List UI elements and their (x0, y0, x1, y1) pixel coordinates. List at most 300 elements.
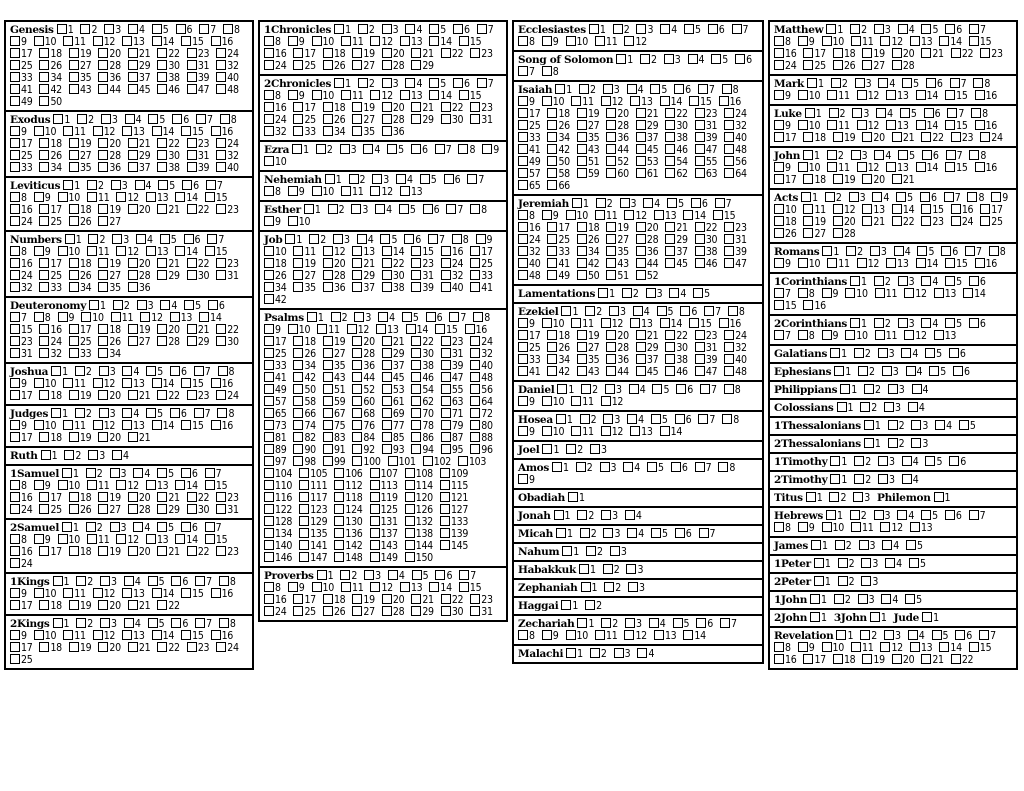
leviticus-chapter-14[interactable] (175, 192, 197, 204)
exodus-chapter-6[interactable] (172, 114, 189, 126)
1samuel-chapter-28[interactable] (128, 504, 150, 516)
romans-chapter-16[interactable] (975, 258, 997, 270)
checkbox[interactable] (695, 222, 705, 232)
jeremiah-chapter-24[interactable] (518, 234, 540, 246)
checkbox[interactable] (946, 150, 956, 160)
matthew-chapter-26[interactable] (833, 60, 855, 72)
2chronicles-chapter-31[interactable] (470, 114, 492, 126)
checkbox[interactable] (888, 438, 898, 448)
jeremiah-chapter-37[interactable] (665, 246, 687, 258)
checkbox[interactable] (688, 54, 698, 64)
psalms-chapter-43[interactable] (323, 372, 345, 384)
matthew-chapter-16[interactable] (774, 48, 796, 60)
checkbox[interactable] (39, 390, 49, 400)
checkbox[interactable] (898, 276, 908, 286)
numbers-chapter-28[interactable] (128, 270, 150, 282)
job-chapter-33[interactable] (470, 270, 492, 282)
jeremiah-chapter-31[interactable] (724, 234, 746, 246)
luke-chapter-17[interactable] (774, 132, 796, 144)
2kings-chapter-19[interactable] (69, 642, 91, 654)
checkbox[interactable] (470, 336, 480, 346)
checkbox[interactable] (606, 156, 616, 166)
romans-chapter-7[interactable] (965, 246, 982, 258)
checkbox[interactable] (885, 558, 895, 568)
deuteronomy-chapter-34[interactable] (98, 348, 120, 360)
judges-chapter-2[interactable] (75, 408, 92, 420)
checkbox[interactable] (518, 630, 528, 640)
proverbs-chapter-24[interactable] (264, 606, 286, 618)
checkbox[interactable] (470, 444, 480, 454)
checkbox[interactable] (665, 144, 675, 154)
numbers-chapter-31[interactable] (216, 270, 238, 282)
1chronicles-chapter-22[interactable] (441, 48, 463, 60)
checkbox[interactable] (87, 534, 97, 544)
checkbox[interactable] (334, 24, 344, 34)
psalms-chapter-46[interactable] (411, 372, 433, 384)
isaiah-chapter-7[interactable] (698, 84, 715, 96)
checkbox[interactable] (405, 468, 415, 478)
checkbox[interactable] (595, 210, 605, 220)
judges-chapter-7[interactable] (194, 408, 211, 420)
ephesians-chapter-1[interactable] (834, 366, 851, 378)
checkbox[interactable] (921, 276, 931, 286)
checkbox[interactable] (382, 246, 392, 256)
checkbox[interactable] (352, 114, 362, 124)
checkbox[interactable] (63, 36, 73, 46)
2corinthians-chapter-4[interactable] (921, 318, 938, 330)
checkbox[interactable] (518, 222, 528, 232)
checkbox[interactable] (724, 330, 734, 340)
checkbox[interactable] (724, 120, 734, 130)
checkbox[interactable] (606, 120, 616, 130)
luke-chapter-3[interactable] (852, 108, 869, 120)
checkbox[interactable] (382, 594, 392, 604)
checkbox[interactable] (10, 588, 20, 598)
checkbox[interactable] (51, 408, 61, 418)
checkbox[interactable] (924, 108, 934, 118)
luke-chapter-14[interactable] (916, 120, 938, 132)
psalms-chapter-150[interactable] (405, 552, 433, 564)
1timothy-chapter-1[interactable] (830, 456, 847, 468)
1kings-chapter-21[interactable] (128, 600, 150, 612)
psalms-chapter-127[interactable] (440, 504, 468, 516)
2samuel-chapter-3[interactable] (110, 522, 127, 534)
checkbox[interactable] (34, 630, 44, 640)
zephaniah-chapter-1[interactable] (581, 582, 598, 594)
2samuel-chapter-24[interactable] (10, 558, 32, 570)
isaiah-chapter-66[interactable] (547, 180, 569, 192)
checkbox[interactable] (695, 258, 705, 268)
checkbox[interactable] (323, 336, 333, 346)
checkbox[interactable] (859, 540, 869, 550)
2samuel-chapter-10[interactable] (58, 534, 80, 546)
luke-chapter-18[interactable] (803, 132, 825, 144)
checkbox[interactable] (264, 48, 274, 58)
1kings-chapter-12[interactable] (93, 588, 115, 600)
john-chapter-3[interactable] (851, 150, 868, 162)
checkbox[interactable] (264, 456, 274, 466)
checkbox[interactable] (845, 330, 855, 340)
checkbox[interactable] (601, 318, 611, 328)
ezekiel-chapter-38[interactable] (665, 354, 687, 366)
checkbox[interactable] (111, 180, 121, 190)
checkbox[interactable] (542, 318, 552, 328)
ephesians-chapter-3[interactable] (882, 366, 899, 378)
checkbox[interactable] (323, 420, 333, 430)
zechariah-chapter-2[interactable] (601, 618, 618, 630)
checkbox[interactable] (806, 492, 816, 502)
jeremiah-chapter-30[interactable] (695, 234, 717, 246)
deuteronomy-chapter-22[interactable] (216, 324, 238, 336)
deuteronomy-chapter-21[interactable] (187, 324, 209, 336)
2kings-chapter-6[interactable] (171, 618, 188, 630)
checkbox[interactable] (122, 588, 132, 598)
checkbox[interactable] (851, 150, 861, 160)
checkbox[interactable] (264, 156, 274, 166)
checkbox[interactable] (822, 330, 832, 340)
checkbox[interactable] (470, 420, 480, 430)
checkbox[interactable] (87, 192, 97, 202)
hosea-chapter-1[interactable] (556, 414, 573, 426)
checkbox[interactable] (470, 372, 480, 382)
psalms-chapter-26[interactable] (293, 348, 315, 360)
1corinthians-chapter-3[interactable] (898, 276, 915, 288)
acts-chapter-25[interactable] (980, 216, 1002, 228)
checkbox[interactable] (857, 258, 867, 268)
checkbox[interactable] (884, 630, 894, 640)
song-of-solomon-chapter-5[interactable] (711, 54, 728, 66)
checkbox[interactable] (689, 96, 699, 106)
2chronicles-chapter-32[interactable] (264, 126, 286, 138)
psalms-chapter-28[interactable] (352, 348, 374, 360)
checkbox[interactable] (323, 372, 333, 382)
checkbox[interactable] (833, 132, 843, 142)
1chronicles-chapter-6[interactable] (453, 24, 470, 36)
checkbox[interactable] (651, 414, 661, 424)
2chronicles-chapter-21[interactable] (411, 102, 433, 114)
ezekiel-chapter-32[interactable] (724, 342, 746, 354)
james-chapter-3[interactable] (859, 540, 876, 552)
checkbox[interactable] (606, 132, 616, 142)
checkbox[interactable] (691, 198, 701, 208)
deuteronomy-chapter-19[interactable] (128, 324, 150, 336)
isaiah-chapter-36[interactable] (606, 132, 628, 144)
job-chapter-12[interactable] (323, 246, 345, 258)
checkbox[interactable] (285, 234, 295, 244)
checkbox[interactable] (216, 258, 226, 268)
checkbox[interactable] (892, 174, 902, 184)
checkbox[interactable] (400, 582, 410, 592)
proverbs-chapter-17[interactable] (293, 594, 315, 606)
checkbox[interactable] (441, 282, 451, 292)
checkbox[interactable] (181, 468, 191, 478)
jonah-chapter-2[interactable] (577, 510, 594, 522)
hebrews-chapter-9[interactable] (798, 522, 815, 534)
zechariah-chapter-12[interactable] (624, 630, 646, 642)
psalms-chapter-111[interactable] (299, 480, 327, 492)
2chronicles-chapter-17[interactable] (293, 102, 315, 114)
proverbs-chapter-2[interactable] (340, 570, 357, 582)
deuteronomy-chapter-29[interactable] (187, 336, 209, 348)
checkbox[interactable] (518, 270, 528, 280)
proverbs-chapter-8[interactable] (264, 582, 281, 594)
isaiah-chapter-10[interactable] (542, 96, 564, 108)
checkbox[interactable] (10, 162, 20, 172)
obadiah-chapter-1[interactable] (568, 492, 585, 504)
checkbox[interactable] (216, 492, 226, 502)
job-chapter-27[interactable] (293, 270, 315, 282)
2chronicles-chapter-26[interactable] (323, 114, 345, 126)
checkbox[interactable] (585, 306, 595, 316)
checkbox[interactable] (216, 642, 226, 652)
daniel-chapter-5[interactable] (652, 384, 669, 396)
checkbox[interactable] (554, 510, 564, 520)
checkbox[interactable] (965, 246, 975, 256)
checkbox[interactable] (264, 126, 274, 136)
checkbox[interactable] (331, 312, 341, 322)
checkbox[interactable] (382, 372, 392, 382)
2kings-chapter-23[interactable] (187, 642, 209, 654)
checkbox[interactable] (852, 108, 862, 118)
1samuel-chapter-20[interactable] (128, 492, 150, 504)
2chronicles-chapter-36[interactable] (382, 126, 404, 138)
checkbox[interactable] (264, 336, 274, 346)
psalms-chapter-134[interactable] (264, 528, 292, 540)
checkbox[interactable] (854, 474, 864, 484)
checkbox[interactable] (158, 180, 168, 190)
checkbox[interactable] (375, 204, 385, 214)
matthew-chapter-23[interactable] (980, 48, 1002, 60)
titus-chapter-2[interactable] (829, 492, 846, 504)
hosea-chapter-3[interactable] (603, 414, 620, 426)
2samuel-chapter-14[interactable] (175, 534, 197, 546)
checkbox[interactable] (798, 522, 808, 532)
checkbox[interactable] (980, 216, 990, 226)
checkbox[interactable] (601, 96, 611, 106)
checkbox[interactable] (660, 426, 670, 436)
1samuel-chapter-17[interactable] (39, 492, 61, 504)
ezra-chapter-2[interactable] (316, 144, 333, 156)
john-chapter-14[interactable] (916, 162, 938, 174)
2samuel-chapter-21[interactable] (157, 546, 179, 558)
numbers-chapter-11[interactable] (87, 246, 109, 258)
leviticus-chapter-22[interactable] (187, 204, 209, 216)
checkbox[interactable] (264, 372, 274, 382)
checkbox[interactable] (293, 432, 303, 442)
numbers-chapter-7[interactable] (207, 234, 224, 246)
checkbox[interactable] (148, 618, 158, 628)
checkbox[interactable] (435, 144, 445, 154)
checkbox[interactable] (542, 630, 552, 640)
checkbox[interactable] (370, 516, 380, 526)
job-chapter-18[interactable] (264, 258, 286, 270)
checkbox[interactable] (352, 408, 362, 418)
checkbox[interactable] (157, 48, 167, 58)
isaiah-chapter-22[interactable] (665, 108, 687, 120)
checkbox[interactable] (370, 504, 380, 514)
psalms-chapter-87[interactable] (441, 432, 463, 444)
checkbox[interactable] (798, 90, 808, 100)
checkbox[interactable] (208, 300, 218, 310)
checkbox[interactable] (216, 270, 226, 280)
2kings-chapter-5[interactable] (148, 618, 165, 630)
checkbox[interactable] (547, 270, 557, 280)
isaiah-chapter-59[interactable] (577, 168, 599, 180)
revelation-chapter-6[interactable] (955, 630, 972, 642)
psalms-chapter-75[interactable] (323, 420, 345, 432)
checkbox[interactable] (323, 246, 333, 256)
checkbox[interactable] (908, 402, 918, 412)
checkbox[interactable] (341, 582, 351, 592)
checkbox[interactable] (382, 432, 392, 442)
proverbs-chapter-23[interactable] (470, 594, 492, 606)
checkbox[interactable] (718, 462, 728, 472)
hebrews-chapter-8[interactable] (774, 522, 791, 534)
checkbox[interactable] (849, 192, 859, 202)
hosea-chapter-14[interactable] (660, 426, 682, 438)
checkbox[interactable] (636, 168, 646, 178)
1chronicles-chapter-13[interactable] (400, 36, 422, 48)
checkbox[interactable] (945, 318, 955, 328)
checkbox[interactable] (264, 408, 274, 418)
matthew-chapter-3[interactable] (874, 24, 891, 36)
checkbox[interactable] (216, 336, 226, 346)
checkbox[interactable] (853, 492, 863, 502)
checkbox[interactable] (898, 318, 908, 328)
zechariah-chapter-8[interactable] (518, 630, 535, 642)
checkbox[interactable] (724, 366, 734, 376)
revelation-chapter-2[interactable] (860, 630, 877, 642)
2chronicles-chapter-2[interactable] (358, 78, 375, 90)
judges-chapter-17[interactable] (10, 432, 32, 444)
joshua-chapter-8[interactable] (218, 366, 235, 378)
2john-chapter-1[interactable] (810, 612, 827, 624)
1kings-chapter-11[interactable] (63, 588, 85, 600)
2chronicles-chapter-25[interactable] (293, 114, 315, 126)
checkbox[interactable] (10, 282, 20, 292)
checkbox[interactable] (64, 450, 74, 460)
ecclesiastes-chapter-1[interactable] (589, 24, 606, 36)
ecclesiastes-chapter-4[interactable] (660, 24, 677, 36)
checkbox[interactable] (945, 120, 955, 130)
ezekiel-chapter-3[interactable] (609, 306, 626, 318)
checkbox[interactable] (352, 102, 362, 112)
2chronicles-chapter-27[interactable] (352, 114, 374, 126)
checkbox[interactable] (405, 504, 415, 514)
checkbox[interactable] (293, 396, 303, 406)
jeremiah-chapter-39[interactable] (724, 246, 746, 258)
checkbox[interactable] (862, 132, 872, 142)
checkbox[interactable] (405, 492, 415, 502)
checkbox[interactable] (719, 318, 729, 328)
checkbox[interactable] (75, 366, 85, 376)
psalms-chapter-59[interactable] (323, 396, 345, 408)
matthew-chapter-22[interactable] (951, 48, 973, 60)
checkbox[interactable] (470, 396, 480, 406)
checkbox[interactable] (969, 642, 979, 652)
proverbs-chapter-26[interactable] (323, 606, 345, 618)
1samuel-chapter-21[interactable] (157, 492, 179, 504)
checkbox[interactable] (199, 24, 209, 34)
job-chapter-34[interactable] (264, 282, 286, 294)
checkbox[interactable] (603, 84, 613, 94)
psalms-chapter-147[interactable] (299, 552, 327, 564)
psalms-chapter-115[interactable] (440, 480, 468, 492)
checkbox[interactable] (880, 642, 890, 652)
checkbox[interactable] (934, 492, 944, 502)
micah-chapter-3[interactable] (603, 528, 620, 540)
2corinthians-chapter-7[interactable] (774, 330, 791, 342)
romans-chapter-15[interactable] (945, 258, 967, 270)
checkbox[interactable] (216, 72, 226, 82)
checkbox[interactable] (39, 600, 49, 610)
2chronicles-chapter-5[interactable] (429, 78, 446, 90)
checkbox[interactable] (624, 210, 634, 220)
checkbox[interactable] (135, 180, 145, 190)
checkbox[interactable] (148, 576, 158, 586)
checkbox[interactable] (518, 234, 528, 244)
luke-chapter-4[interactable] (876, 108, 893, 120)
2samuel-chapter-8[interactable] (10, 534, 27, 546)
exodus-chapter-10[interactable] (34, 126, 56, 138)
checkbox[interactable] (837, 402, 847, 412)
deuteronomy-chapter-30[interactable] (216, 336, 238, 348)
checkbox[interactable] (878, 456, 888, 466)
judges-chapter-15[interactable] (181, 420, 203, 432)
2chronicles-chapter-28[interactable] (382, 114, 404, 126)
checkbox[interactable] (264, 114, 274, 124)
checkbox[interactable] (98, 204, 108, 214)
checkbox[interactable] (187, 504, 197, 514)
checkbox[interactable] (774, 522, 784, 532)
jeremiah-chapter-47[interactable] (724, 258, 746, 270)
isaiah-chapter-57[interactable] (518, 168, 540, 180)
psalms-chapter-144[interactable] (405, 540, 433, 552)
john-chapter-17[interactable] (774, 174, 796, 186)
john-chapter-16[interactable] (975, 162, 997, 174)
ezekiel-chapter-39[interactable] (695, 354, 717, 366)
job-chapter-7[interactable] (428, 234, 445, 246)
checkbox[interactable] (382, 114, 392, 124)
checkbox[interactable] (695, 234, 705, 244)
checkbox[interactable] (827, 120, 837, 130)
checkbox[interactable] (157, 162, 167, 172)
mark-chapter-5[interactable] (902, 78, 919, 90)
psalms-chapter-132[interactable] (405, 516, 433, 528)
checkbox[interactable] (667, 198, 677, 208)
1samuel-chapter-27[interactable] (98, 504, 120, 516)
genesis-chapter-14[interactable] (152, 36, 174, 48)
checkbox[interactable] (10, 600, 20, 610)
1corinthians-chapter-6[interactable] (969, 276, 986, 288)
checkbox[interactable] (951, 654, 961, 664)
isaiah-chapter-33[interactable] (518, 132, 540, 144)
revelation-chapter-10[interactable] (822, 642, 844, 654)
checkbox[interactable] (98, 138, 108, 148)
acts-chapter-3[interactable] (849, 192, 866, 204)
checkbox[interactable] (810, 594, 820, 604)
acts-chapter-1[interactable] (801, 192, 818, 204)
ezekiel-chapter-43[interactable] (577, 366, 599, 378)
checkbox[interactable] (665, 234, 675, 244)
checkbox[interactable] (399, 204, 409, 214)
isaiah-chapter-17[interactable] (518, 108, 540, 120)
checkbox[interactable] (98, 48, 108, 58)
job-chapter-13[interactable] (352, 246, 374, 258)
checkbox[interactable] (542, 210, 552, 220)
1samuel-chapter-1[interactable] (62, 468, 79, 480)
checkbox[interactable] (654, 630, 664, 640)
